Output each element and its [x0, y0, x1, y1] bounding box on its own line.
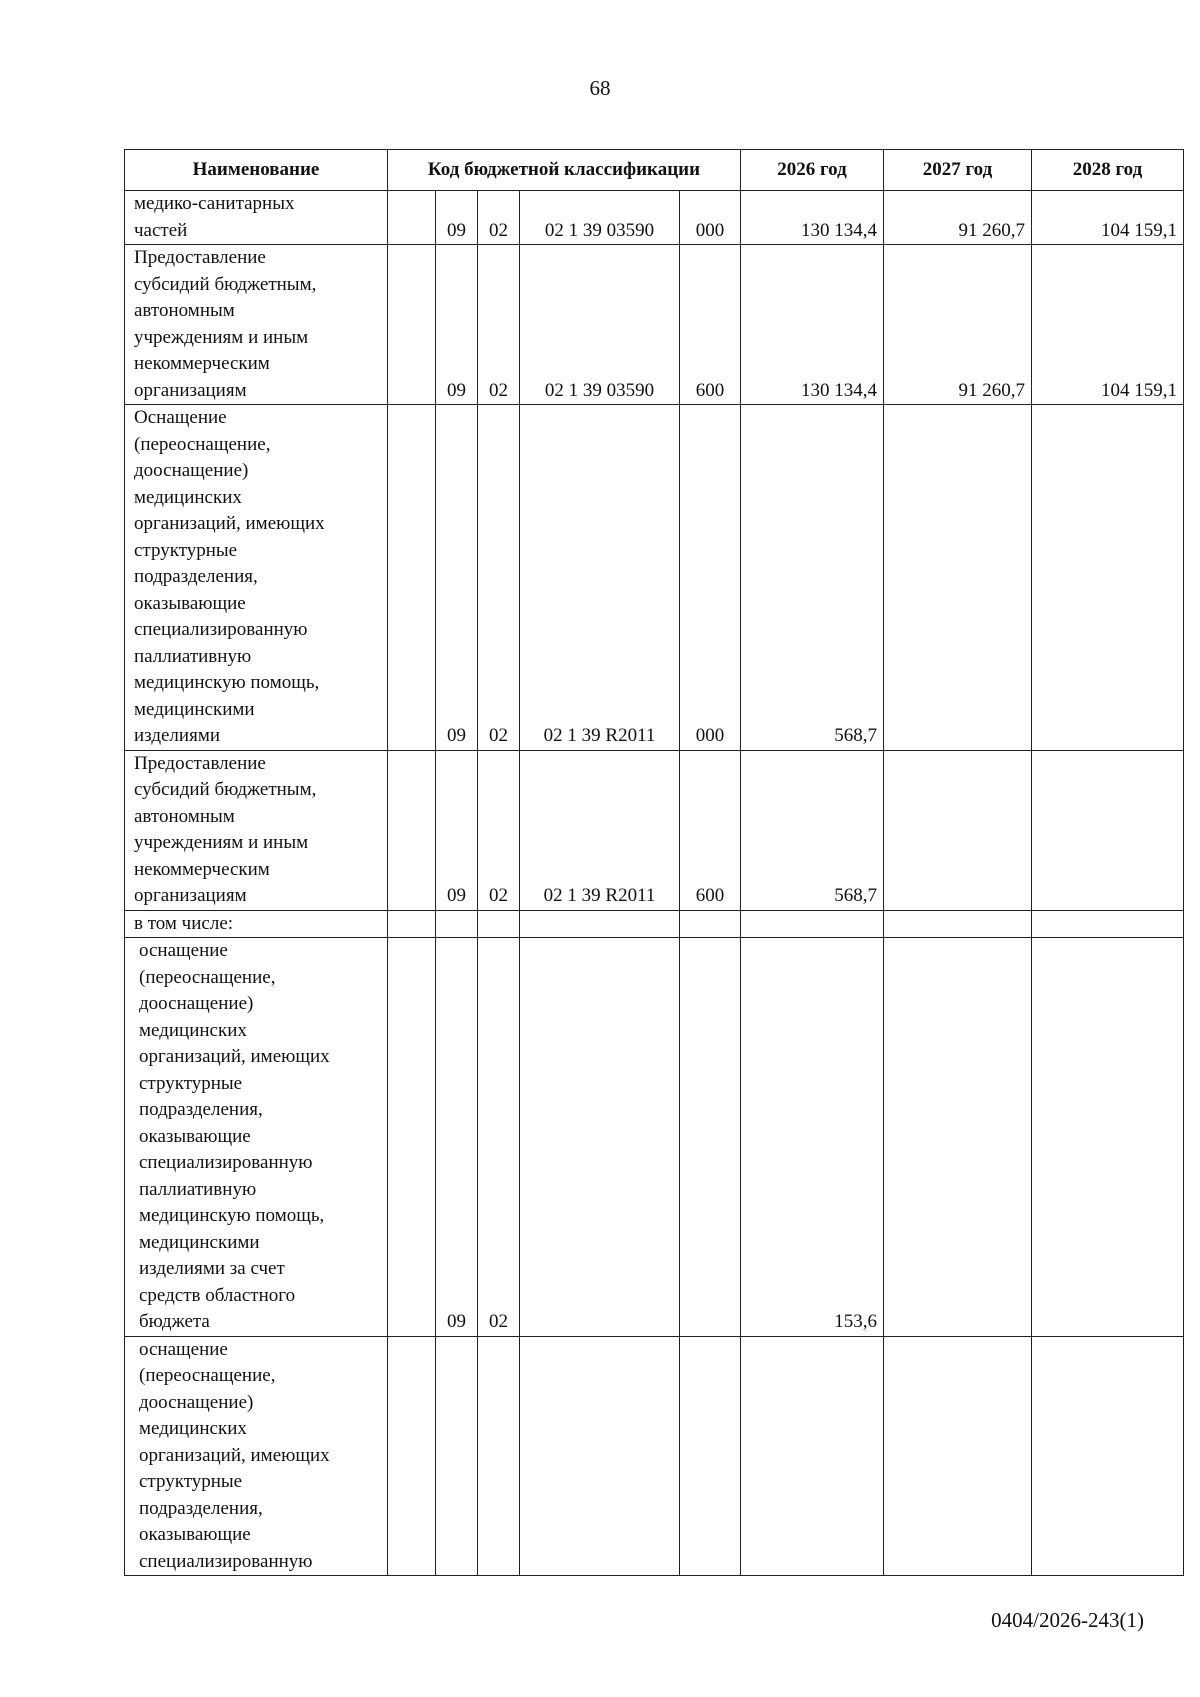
table-row	[125, 191, 1184, 245]
cell-sub: 02	[478, 750, 520, 910]
cell-vr: 000	[680, 405, 741, 751]
cell-y2026	[741, 1336, 884, 1576]
cell-csr	[520, 938, 680, 1337]
cell-y2028	[1032, 910, 1184, 938]
header-code: Код бюджетной классификации	[388, 150, 741, 191]
table-row	[125, 405, 1184, 751]
cell-vr: 000	[680, 191, 741, 245]
cell-csr	[520, 1336, 680, 1576]
cell-sec: 09	[436, 750, 478, 910]
cell-sec: 09	[436, 191, 478, 245]
cell-blank	[388, 938, 436, 1337]
cell-sub: 02	[478, 405, 520, 751]
cell-vr	[680, 910, 741, 938]
cell-blank	[388, 1336, 436, 1576]
cell-blank	[388, 910, 436, 938]
cell-name: оснащение (переоснащение, дооснащение) медицинских организаций, имеющих структурные подразделения, оказывающие специализированную	[125, 1336, 388, 1576]
cell-sub	[478, 910, 520, 938]
cell-csr: 02 1 39 03590	[520, 191, 680, 245]
cell-name: Предоставление субсидий бюджетным, автономным учреждениям и иным некоммерческим организациям	[125, 245, 388, 405]
cell-sec	[436, 1336, 478, 1576]
cell-sec: 09	[436, 405, 478, 751]
cell-y2027: 91 260,7	[884, 191, 1032, 245]
cell-vr: 600	[680, 750, 741, 910]
cell-y2028	[1032, 1336, 1184, 1576]
cell-name: медико-санитарных частей	[125, 191, 388, 245]
cell-sub	[478, 1336, 520, 1576]
cell-y2028	[1032, 750, 1184, 910]
cell-y2027	[884, 938, 1032, 1337]
cell-y2027	[884, 750, 1032, 910]
header-2026: 2026 год	[741, 150, 884, 191]
cell-y2027	[884, 405, 1032, 751]
table-row	[125, 1336, 1184, 1576]
cell-y2026	[741, 910, 884, 938]
page-number: 68	[589, 76, 611, 100]
cell-sec: 09	[436, 938, 478, 1337]
header-2028: 2028 год	[1032, 150, 1184, 191]
header-name: Наименование	[125, 150, 388, 191]
cell-name: в том числе:	[125, 910, 388, 938]
cell-sec	[436, 910, 478, 938]
cell-blank	[388, 191, 436, 245]
cell-sec: 09	[436, 245, 478, 405]
cell-vr	[680, 1336, 741, 1576]
cell-vr	[680, 938, 741, 1337]
cell-y2027: 91 260,7	[884, 245, 1032, 405]
cell-name: оснащение (переоснащение, дооснащение) медицинских организаций, имеющих структурные подразделения, оказывающие специализированную паллиативную медицинскую помощь, медицинскими изделиями за счет средств областного бюджета	[125, 938, 388, 1337]
cell-csr	[520, 910, 680, 938]
cell-name: Оснащение (переоснащение, дооснащение) медицинских организаций, имеющих структурные подразделения, оказывающие специализированную паллиативную медицинскую помощь, медицинскими изделиями	[125, 405, 388, 751]
cell-name: Предоставление субсидий бюджетным, автономным учреждениям и иным некоммерческим организациям	[125, 750, 388, 910]
budget-table	[124, 149, 1184, 1576]
cell-blank	[388, 750, 436, 910]
cell-sub: 02	[478, 191, 520, 245]
cell-y2028	[1032, 938, 1184, 1337]
header-2027: 2027 год	[884, 150, 1032, 191]
cell-y2026: 130 134,4	[741, 245, 884, 405]
table-header-row	[125, 150, 1184, 191]
cell-y2026: 153,6	[741, 938, 884, 1337]
cell-blank	[388, 405, 436, 751]
cell-sub: 02	[478, 245, 520, 405]
cell-y2027	[884, 910, 1032, 938]
cell-y2026: 130 134,4	[741, 191, 884, 245]
document-number: 0404/2026-243(1)	[991, 1608, 1144, 1632]
cell-csr: 02 1 39 03590	[520, 245, 680, 405]
cell-vr: 600	[680, 245, 741, 405]
table-row	[125, 910, 1184, 938]
cell-y2027	[884, 1336, 1032, 1576]
table-row	[125, 750, 1184, 910]
cell-y2026: 568,7	[741, 750, 884, 910]
cell-csr: 02 1 39 R2011	[520, 750, 680, 910]
cell-sub: 02	[478, 938, 520, 1337]
cell-blank	[388, 245, 436, 405]
cell-csr: 02 1 39 R2011	[520, 405, 680, 751]
cell-y2028: 104 159,1	[1032, 245, 1184, 405]
cell-y2028: 104 159,1	[1032, 191, 1184, 245]
cell-y2028	[1032, 405, 1184, 751]
cell-y2026: 568,7	[741, 405, 884, 751]
table-row	[125, 245, 1184, 405]
table-row	[125, 938, 1184, 1337]
